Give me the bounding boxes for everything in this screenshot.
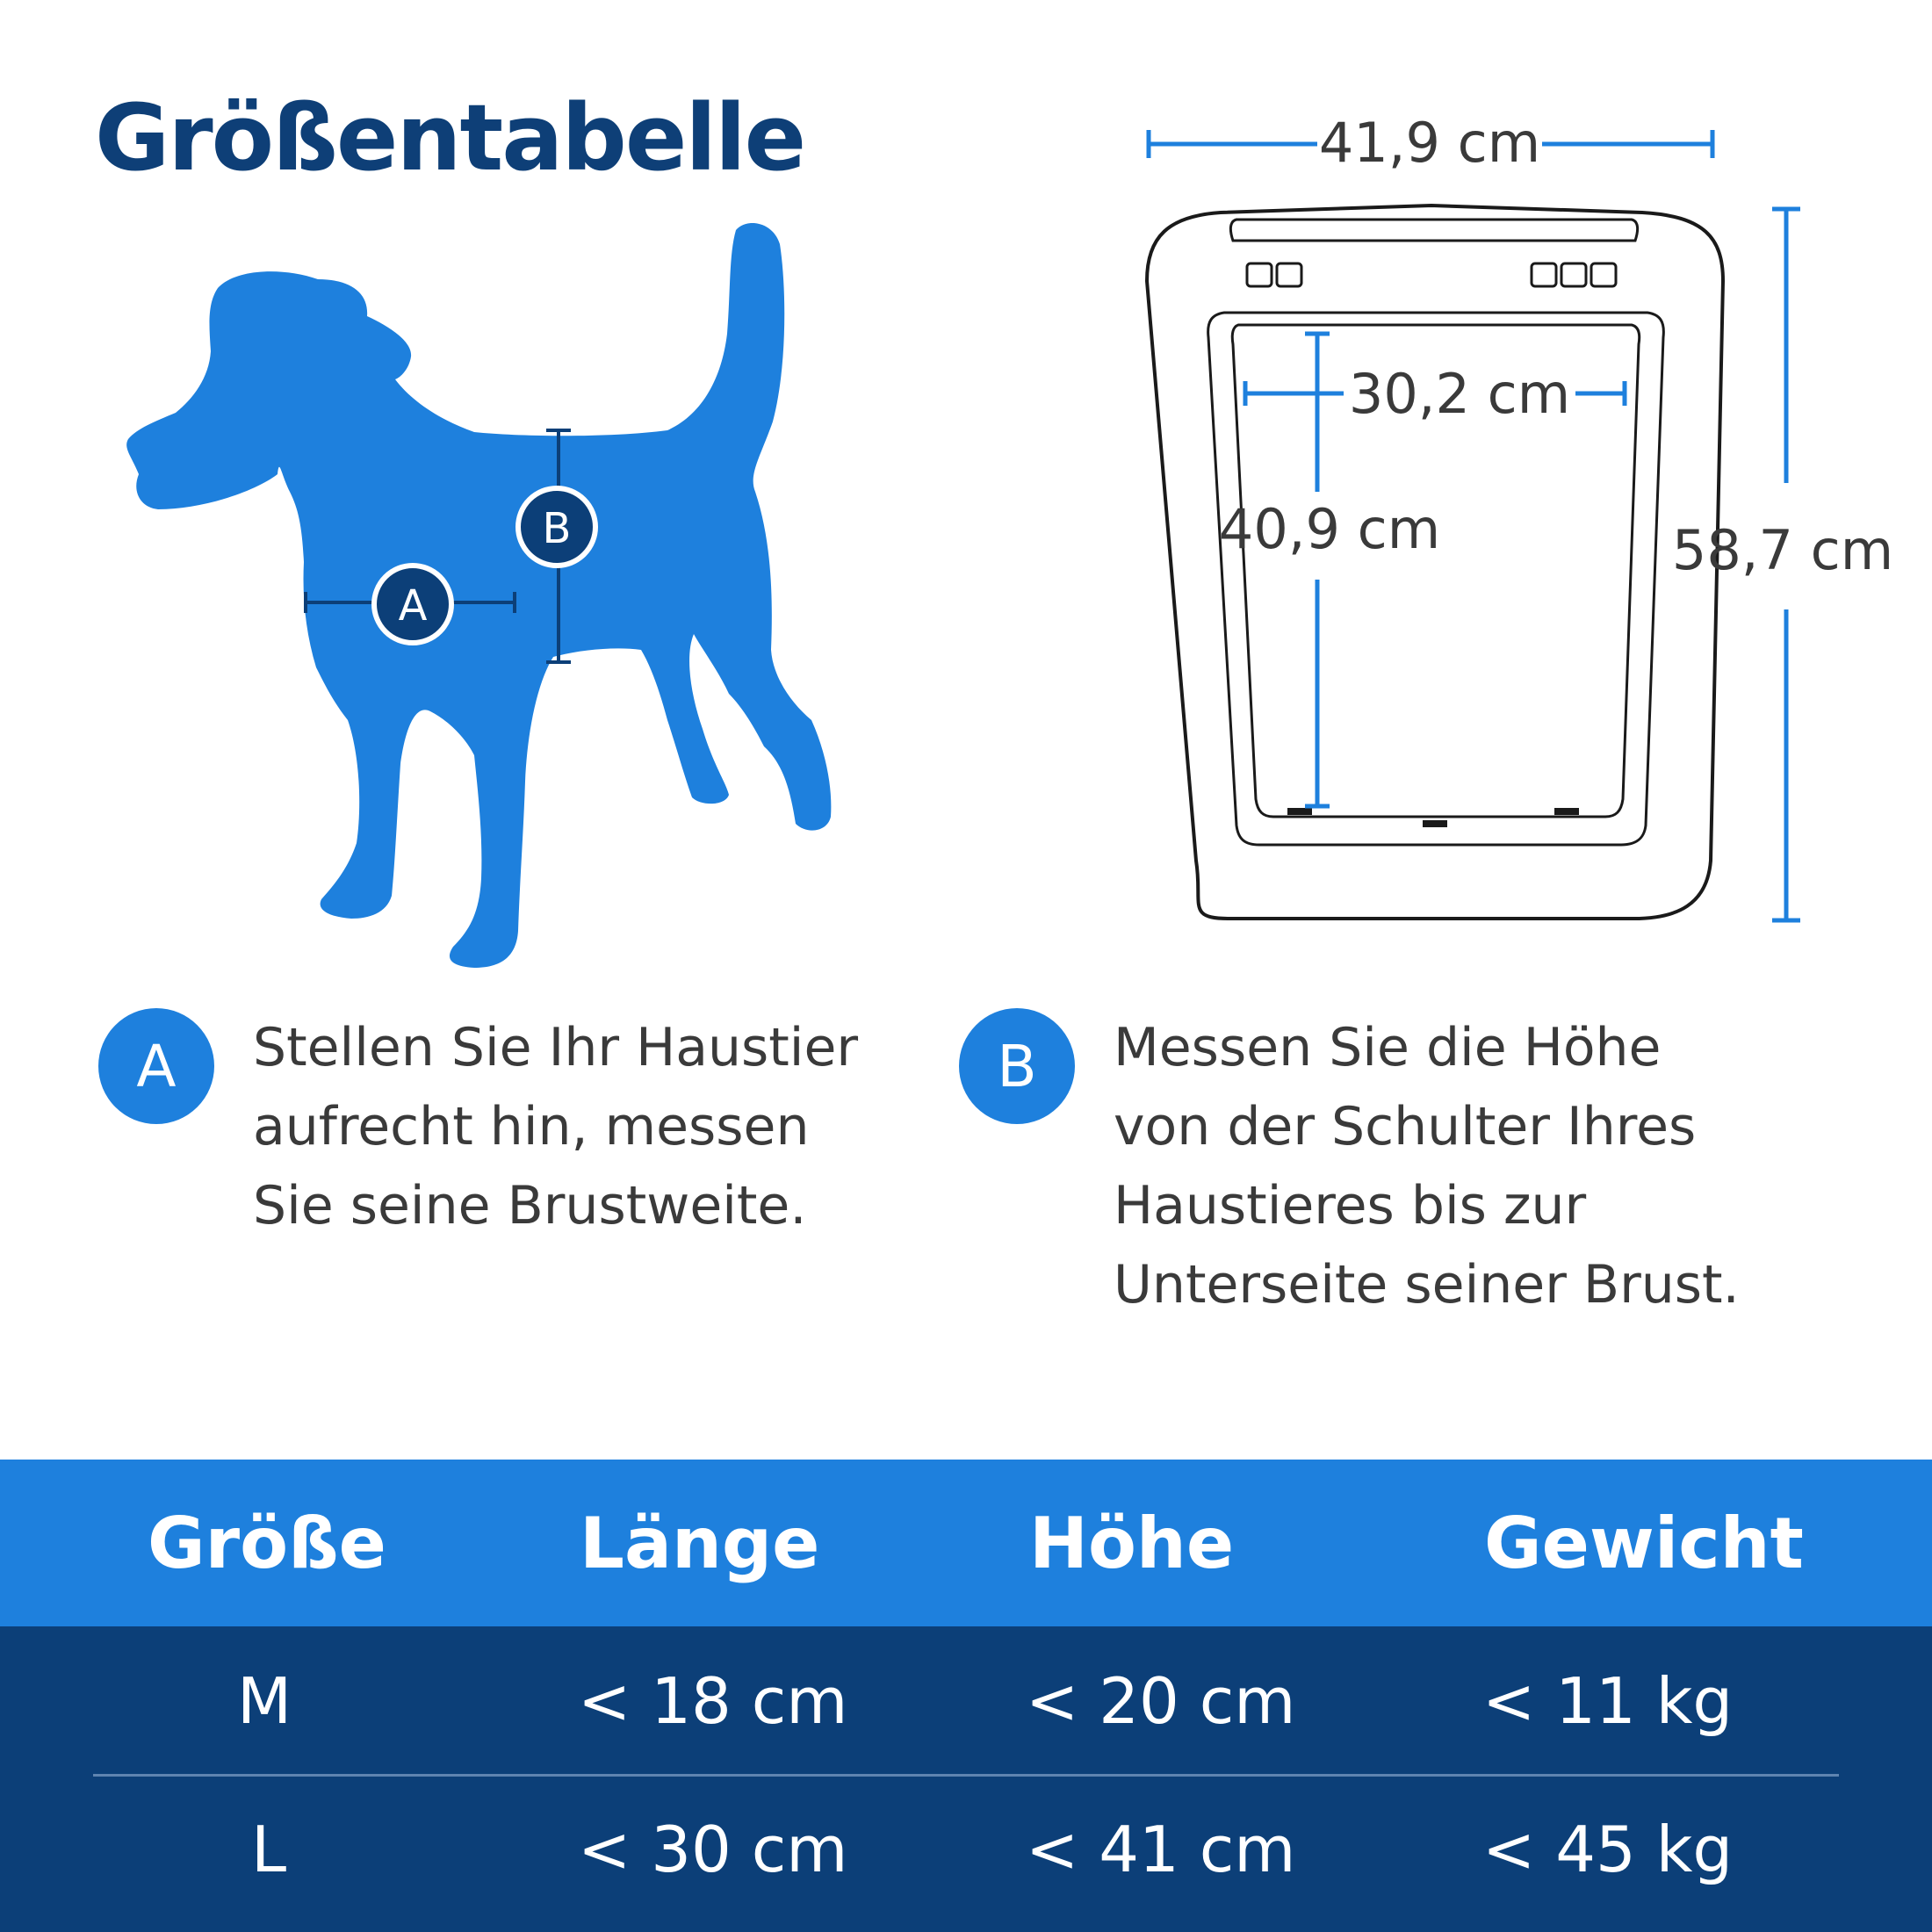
header-length: Länge: [580, 1502, 820, 1584]
table-row: M < 18 cm < 20 cm < 11 kg: [237, 1663, 1734, 1738]
instruction-b-text: Messen Sie die Höhe von der Schulter Ihres Haustieres bis zur Unterseite seiner Brust.: [1114, 1017, 1740, 1316]
svg-text:B: B: [542, 504, 572, 553]
page-title: Größentabelle: [95, 84, 805, 191]
marker-a: [374, 566, 451, 643]
pet-door-icon: [1147, 205, 1723, 919]
header-weight: Gewicht: [1484, 1502, 1804, 1584]
header-size: Größe: [148, 1502, 386, 1584]
svg-text:A: A: [398, 581, 428, 631]
inner-height-label: 40,9 cm: [1218, 497, 1441, 561]
inner-width-dimension: [1245, 362, 1625, 426]
dog-silhouette-icon: [126, 223, 831, 968]
instruction-a-text: Stellen Sie Ihr Haustier aufrecht hin, messen Sie seine Brustweite.: [253, 1017, 859, 1236]
instruction-b: [959, 1008, 1890, 1324]
inner-width-label: 30,2 cm: [1348, 362, 1571, 426]
outer-height-label: 58,7 cm: [1671, 518, 1894, 582]
outer-width-dimension: [1149, 111, 1712, 175]
instruction-a: [98, 1008, 906, 1245]
table-header-row: [0, 1460, 1932, 1626]
size-table: [0, 1460, 1932, 1932]
badge-a: A: [98, 1008, 214, 1124]
marker-b: [518, 488, 595, 566]
outer-height-dimension: [1672, 209, 1893, 920]
badge-b: B: [959, 1008, 1075, 1124]
table-body: [0, 1626, 1932, 1932]
header-height: Höhe: [1029, 1502, 1235, 1584]
outer-width-label: 41,9 cm: [1318, 111, 1541, 175]
table-row: L < 30 cm < 41 cm < 45 kg: [251, 1812, 1734, 1886]
